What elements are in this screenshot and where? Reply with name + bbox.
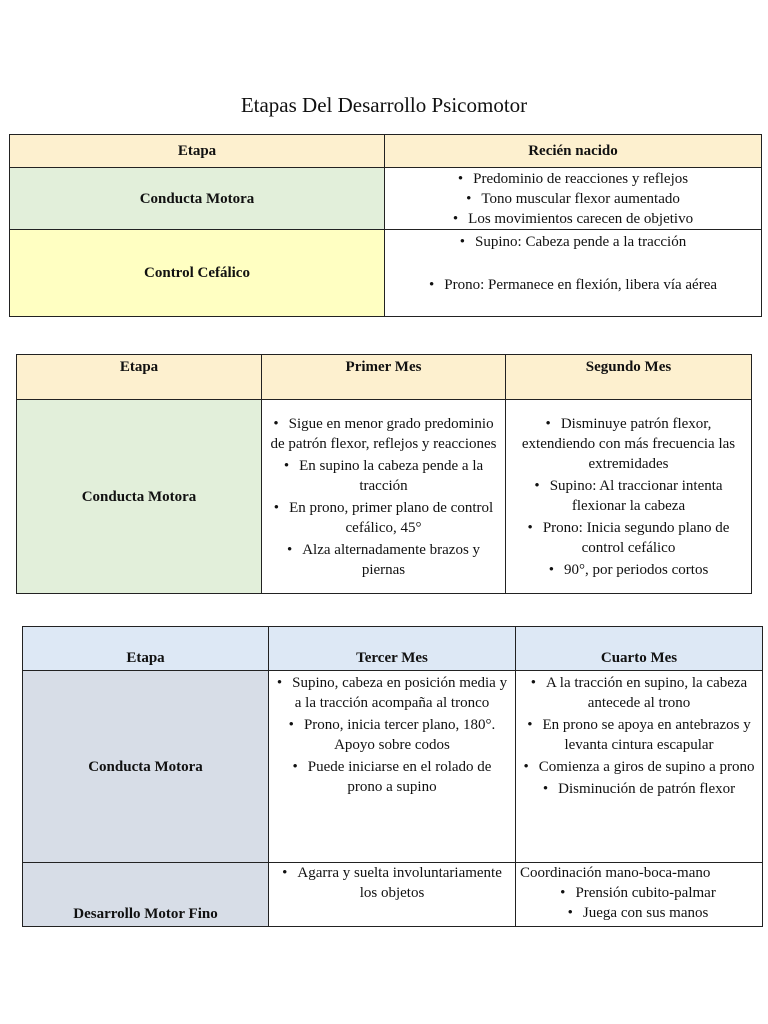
list-item: • Supino, cabeza en posición media y a la tracción acompaña al tronco [275, 673, 509, 713]
cell-tercer-mes-motora [269, 671, 516, 863]
header-primer-mes: Primer Mes [262, 355, 506, 400]
row-label-conducta-motora: Conducta Motora [23, 671, 269, 863]
list-item: • Puede iniciarse en el rolado de prono a supino [275, 757, 509, 797]
list-item: • Predominio de reacciones y reflejos [391, 169, 755, 189]
bullet-list [520, 883, 756, 923]
list-item: • Los movimientos carecen de objetivo [391, 209, 755, 229]
list-item: • Disminución de patrón flexor [522, 779, 756, 799]
bullet-list [268, 414, 499, 580]
row-label-conducta-motora: Conducta Motora [10, 168, 385, 230]
header-etapa: Etapa [10, 135, 385, 168]
table-header-row [23, 627, 763, 671]
bullet-list [512, 414, 745, 580]
header-etapa: Etapa [17, 355, 262, 400]
list-item: • Supino: Cabeza pende a la tracción [391, 232, 755, 252]
list-item: • En supino la cabeza pende a la tracción [268, 456, 499, 496]
list-item: • En prono, primer plano de control cefálico, 45° [268, 498, 499, 538]
bullet-list [391, 169, 755, 229]
cell-recien-nacido-motora [385, 168, 762, 230]
table-row [10, 168, 762, 230]
table-header-row [17, 355, 752, 400]
list-item: • Supino: Al traccionar intenta flexionar la cabeza [512, 476, 745, 516]
cell-text: Coordinación mano-boca-mano [520, 865, 711, 881]
list-item: • Tono muscular flexor aumentado [391, 189, 755, 209]
table-row [10, 230, 762, 317]
table-row [23, 863, 763, 927]
list-item: • Prono, inicia tercer plano, 180°. Apoyo sobre codos [275, 715, 509, 755]
page-title: Etapas Del Desarrollo Psicomotor [240, 93, 528, 117]
cell-tercer-mes-fino [269, 863, 516, 927]
row-label-motor-fino: Desarrollo Motor Fino [23, 863, 269, 927]
row-label-control-cefalico: Control Cefálico [10, 230, 385, 317]
cell-primer-mes [262, 400, 506, 594]
header-etapa: Etapa [23, 627, 269, 671]
list-item: • Prono: Permanece en flexión, libera vía aérea [391, 275, 755, 295]
table-tercer-cuarto-mes [22, 626, 763, 927]
cell-cuarto-mes-motora [516, 671, 763, 863]
list-item: • Alza alternadamente brazos y piernas [268, 540, 499, 580]
cell-cuarto-mes-fino [516, 863, 763, 927]
bullet-list [522, 671, 756, 799]
table-row [17, 400, 752, 594]
bullet-list [275, 671, 509, 797]
header-cuarto-mes: Cuarto Mes [516, 627, 763, 671]
table-header-row [10, 135, 762, 168]
table-recien-nacido [9, 134, 762, 317]
header-segundo-mes: Segundo Mes [506, 355, 752, 400]
list-item: • Agarra y suelta involuntariamente los objetos [275, 863, 509, 903]
header-tercer-mes: Tercer Mes [269, 627, 516, 671]
cell-recien-nacido-cefalico [385, 230, 762, 317]
table-primer-segundo-mes [16, 354, 752, 594]
list-item: • Prono: Inicia segundo plano de control cefálico [512, 518, 745, 558]
list-item: • 90°, por periodos cortos [512, 560, 745, 580]
row-label-conducta-motora: Conducta Motora [17, 400, 262, 594]
list-item: • Juega con sus manos [520, 903, 756, 923]
list-item: • A la tracción en supino, la cabeza antecede al trono [522, 673, 756, 713]
list-item: • Sigue en menor grado predominio de patrón flexor, reflejos y reacciones [268, 414, 499, 454]
cell-segundo-mes [506, 400, 752, 594]
list-item: • Comienza a giros de supino a prono [522, 757, 756, 777]
table-row [23, 671, 763, 863]
list-item: • Prensión cubito-palmar [520, 883, 756, 903]
list-item: • En prono se apoya en antebrazos y levanta cintura escapular [522, 715, 756, 755]
header-recien-nacido: Recién nacido [385, 135, 762, 168]
list-item: • Disminuye patrón flexor, extendiendo con más frecuencia las extremidades [512, 414, 745, 474]
bullet-list [391, 230, 755, 295]
bullet-list [275, 863, 509, 903]
